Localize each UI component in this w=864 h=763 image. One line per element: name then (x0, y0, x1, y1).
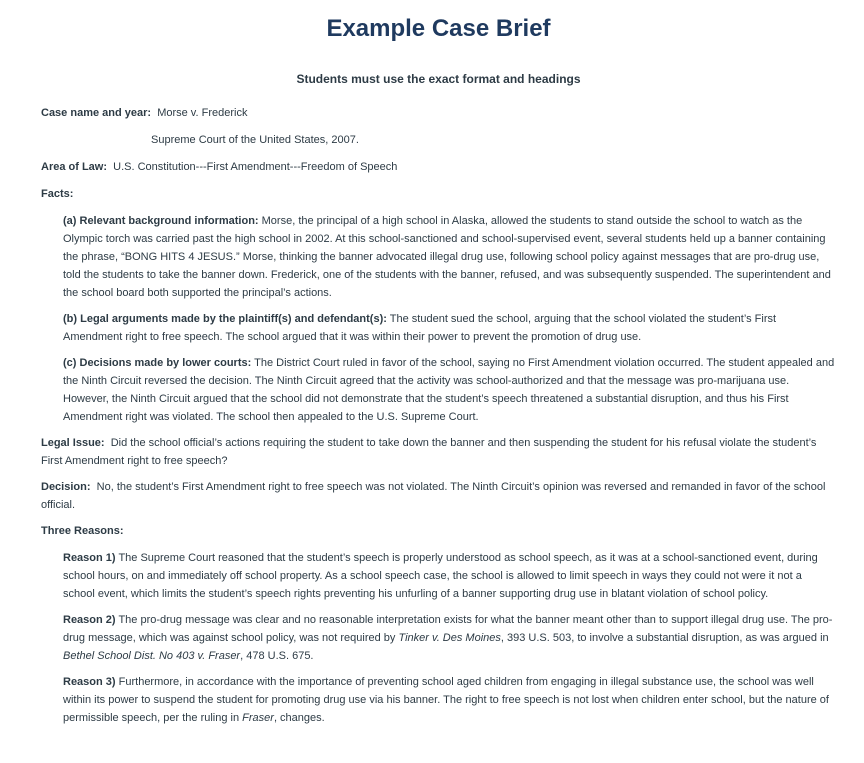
reason-3-text-2: , changes. (273, 712, 325, 724)
facts-arguments-text: The student sued the school, arguing that the school violated the student’s First Amendment right to free speech. The school argued that it was within their power to prevent the promotion of drug use. (63, 313, 777, 343)
reason-1 (41, 549, 836, 603)
reason-3-label: Reason 3) (63, 676, 116, 688)
facts-background-text: Morse, the principal of a high school in Alaska, allowed the students to stand outside the school to watch as the Olympic torch was carried past the high school in 2002. At this school-sanctioned and school-supervised event, several students held up a banner containing the phrase, “BONG HITS 4 JESUS.” Morse, thinking the banner advocated illegal drug use, following school policy against messages that are pro-drug use, told the students to take the banner down. Frederick, one of the students with the banner, refused, and was subsequently suspended. The superintendent and the school board both supported the principal’s actions. (63, 215, 831, 299)
facts-lower-courts-label: (c) Decisions made by lower courts: (63, 357, 252, 369)
reason-2-text-3: , 478 U.S. 675. (240, 650, 314, 662)
facts-background-label: (a) Relevant background information: (63, 215, 259, 227)
facts-arguments-label: (b) Legal arguments made by the plaintiff(s) and defendant(s): (63, 313, 387, 325)
facts-label: Facts: (41, 188, 74, 200)
reason-2-text-2: , 393 U.S. 503, to involve a substantial disruption, as was argued in (500, 632, 829, 644)
area-of-law-value: U.S. Constitution---First Amendment---Freedom of Speech (113, 161, 398, 173)
reason-3-case-fraser: Fraser (242, 712, 274, 724)
reason-2-case-bethel: Bethel School Dist. No 403 v. Fraser (63, 650, 241, 662)
area-of-law-label: Area of Law: (41, 161, 108, 173)
facts-arguments (41, 310, 836, 346)
decision-row (41, 478, 836, 514)
court-line: Supreme Court of the United States, 2007. (151, 134, 359, 146)
case-name-label: Case name and year: (41, 107, 152, 119)
decision-text: No, the student’s First Amendment right to free speech was not violated. The Ninth Circuit’s opinion was reversed and remanded in favor of the school official. (41, 481, 826, 511)
case-name-row (41, 104, 836, 122)
reason-2-text-1: The pro-drug message was clear and no reasonable interpretation exists for what the banner meant other than to support illegal drug use. The pro-drug message, which was against school policy, was not required by (63, 614, 833, 644)
reason-1-text: The Supreme Court reasoned that the student’s speech is properly understood as school speech, as it was at a school-sanctioned event, during school hours, on and immediately off school property. As a school speech case, the school is allowed to limit speech in ways they could not were it not a school event, which limits the student’s speech rights preventing his unfurling of a banner supporting drug use in blatant violation of school policy. (63, 552, 818, 600)
reason-1-label: Reason 1) (63, 552, 116, 564)
decision-label: Decision: (41, 481, 91, 493)
reasons-label: Three Reasons: (41, 525, 124, 537)
facts-background (41, 212, 836, 302)
reason-2-label: Reason 2) (63, 614, 116, 626)
facts-lower-courts (41, 354, 836, 426)
reason-2-case-tinker: Tinker v. Des Moines (398, 632, 501, 644)
facts-heading (41, 185, 836, 203)
page-subtitle: Students must use the exact format and headings (296, 72, 581, 86)
reasons-heading (41, 522, 836, 540)
legal-issue-text: Did the school official’s actions requiring the student to take down the banner and then suspending the student for his refusal violate the student’s First Amendment right to free speech? (41, 437, 817, 467)
legal-issue-label: Legal Issue: (41, 437, 105, 449)
case-name-value: Morse v. Frederick (157, 107, 248, 119)
facts-lower-courts-text: The District Court ruled in favor of the school, saying no First Amendment violation occurred. The student appealed and the Ninth Circuit reversed the decision. The Ninth Circuit agreed that the activity was school-authorized and that the message was pro-marijuana use. However, the Ninth Circuit argued that the school did not demonstrate that the student’s speech threatened a substantial disruption, and thus his First Amendment right was violated. The school then appealed to the U.S. Supreme Court. (63, 357, 835, 423)
legal-issue-row (41, 434, 836, 470)
page-title: Example Case Brief (326, 15, 551, 42)
reason-3 (41, 673, 836, 727)
area-of-law-row (41, 158, 836, 176)
reason-3-text-1: Furthermore, in accordance with the importance of preventing school aged children from engaging in illegal substance use, the school was well within its power to suspend the student for promoting drug use via his banner. The right to free speech is not lost when children enter school, but the nature of permissible speech, per the ruling in (63, 676, 829, 724)
reason-2 (41, 611, 836, 665)
